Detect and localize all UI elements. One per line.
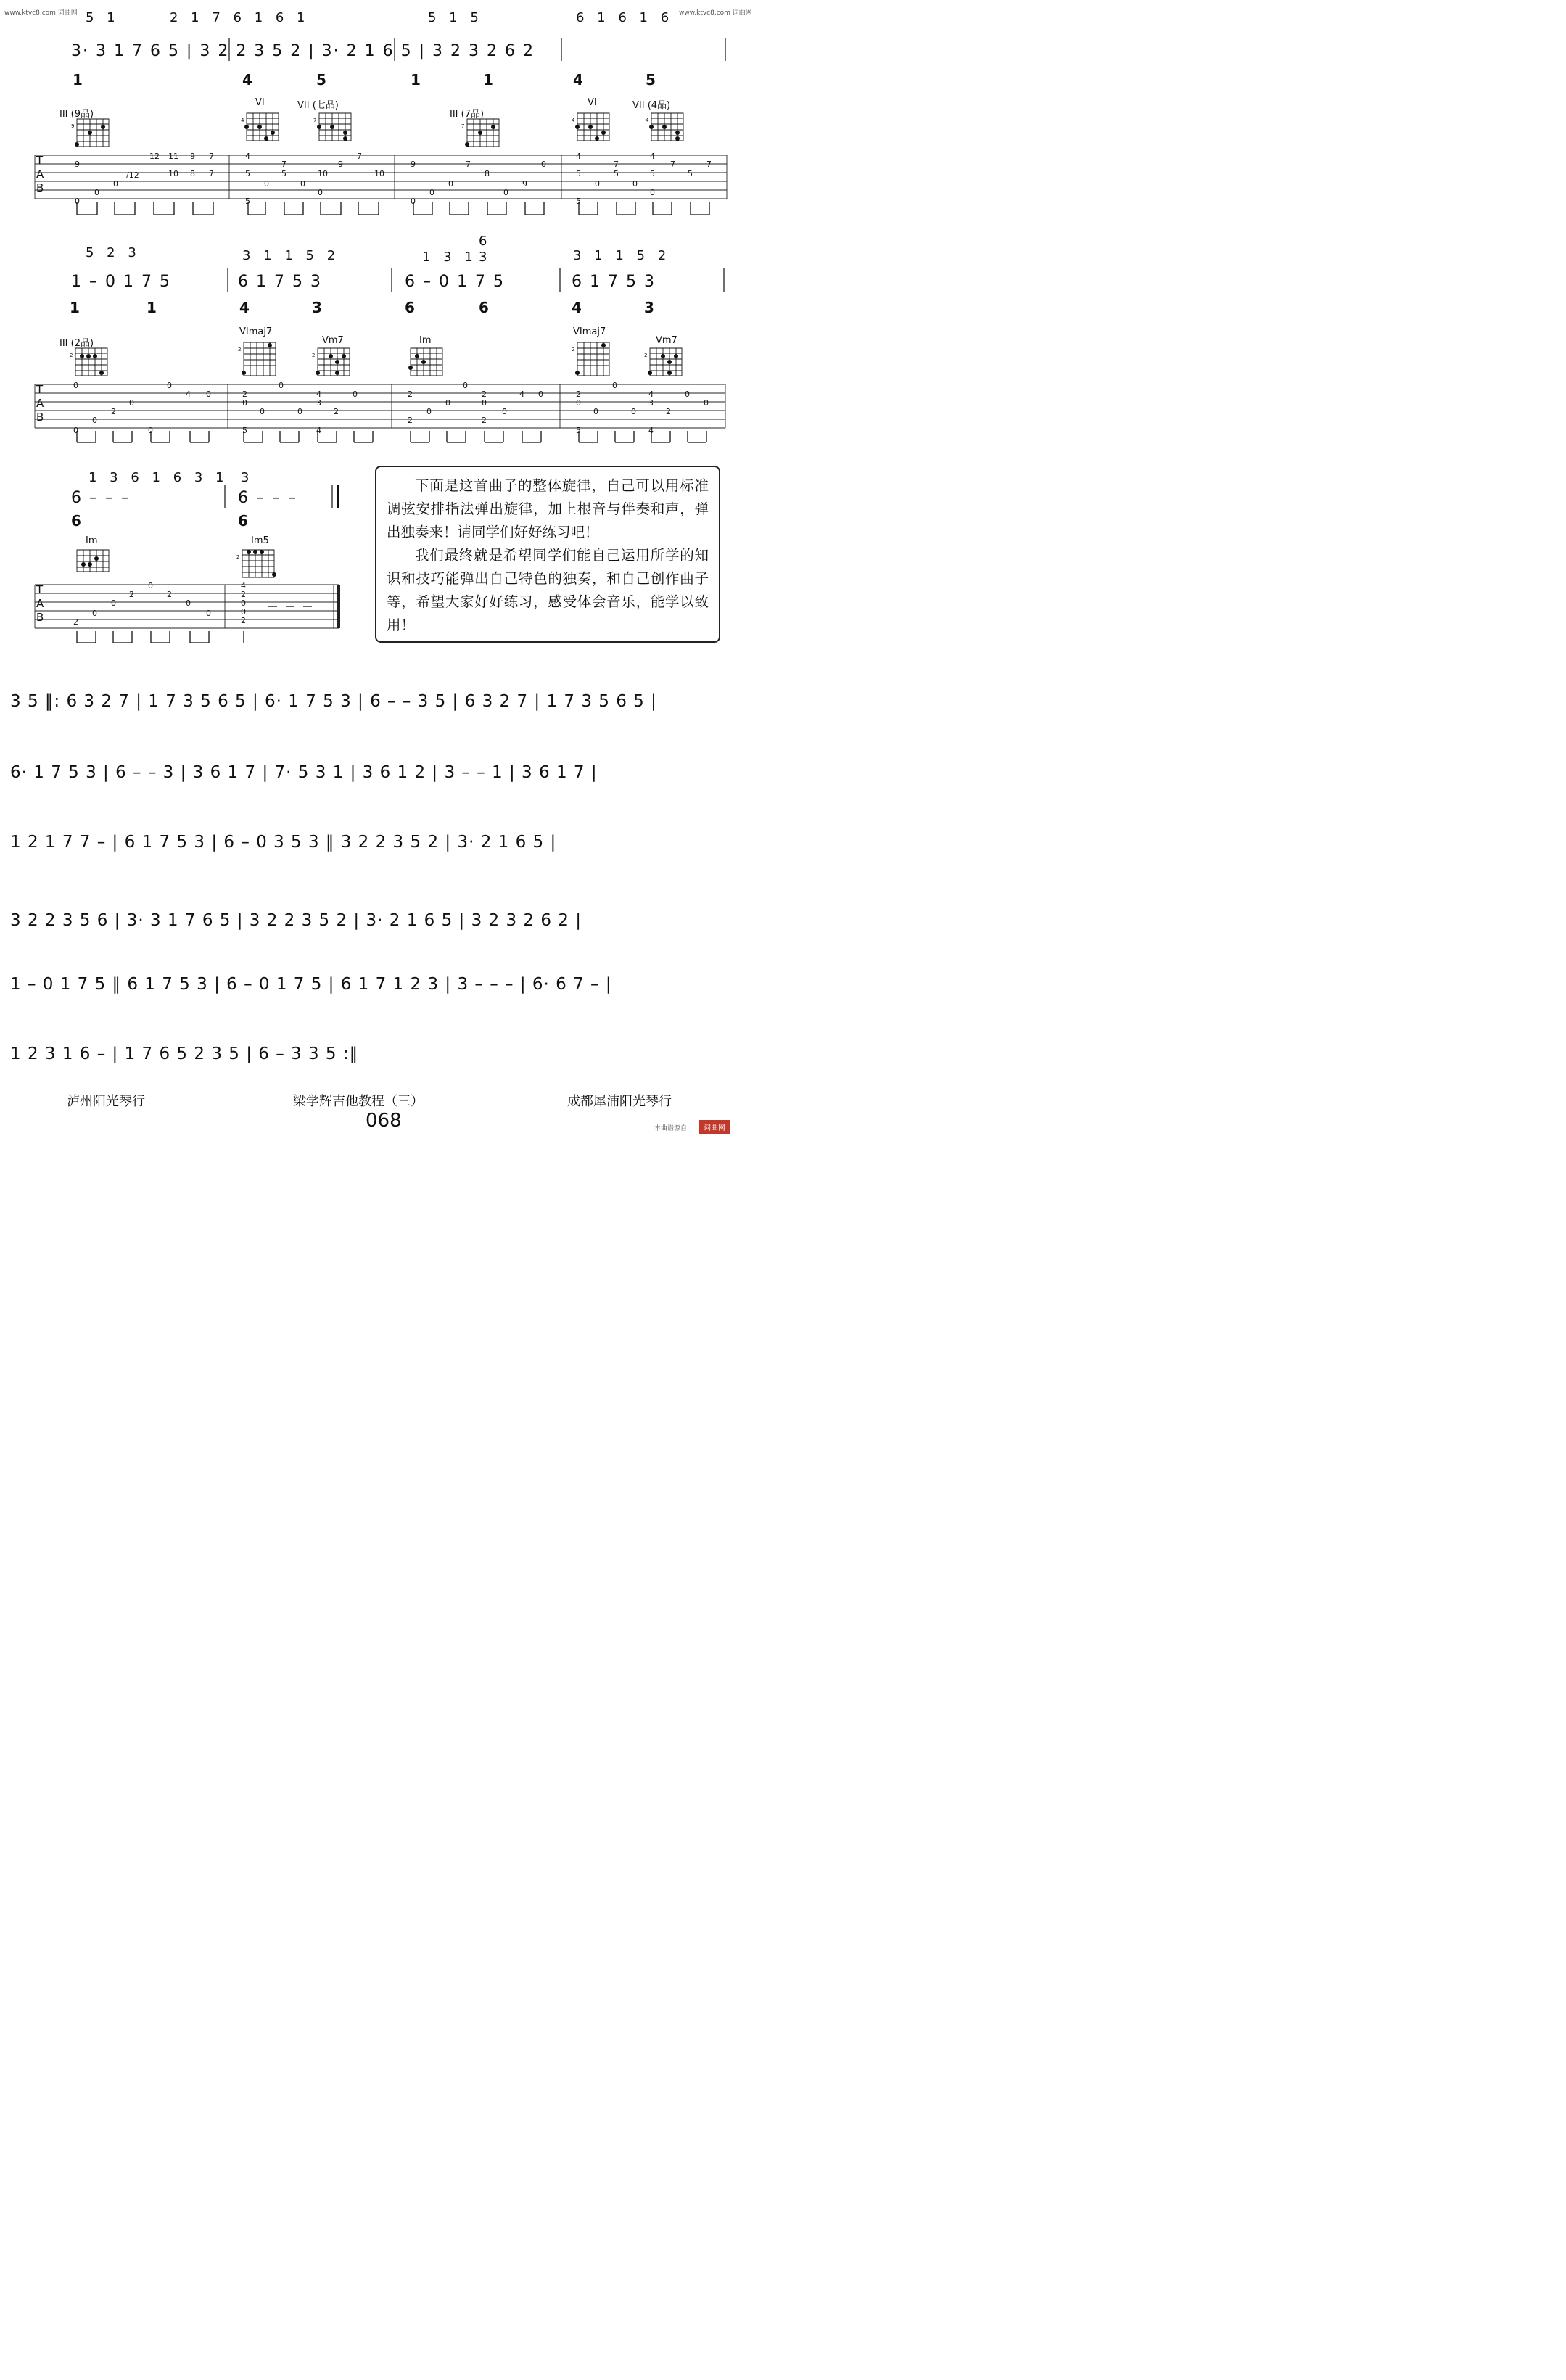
svg-text:0: 0 [429,188,434,197]
svg-text:0: 0 [593,407,598,416]
svg-text:0: 0 [448,179,453,189]
svg-text:7: 7 [670,160,675,169]
svg-text:0: 0 [92,416,97,425]
svg-text:0: 0 [129,398,134,408]
bass-note: 6 [479,299,489,316]
note-paragraph-1: 下面是这首曲子的整体旋律，自己可以用标准调弦安排指法弹出旋律，加上根音与伴奏和声，弹出独奏来！请同学们好好练习吧！ [387,477,709,540]
svg-text:4: 4 [241,118,244,123]
bass-note: 5 [646,71,656,88]
svg-text:0: 0 [241,607,246,617]
svg-text:0: 0 [502,407,507,416]
svg-text:8: 8 [190,169,195,178]
svg-text:4: 4 [245,152,250,161]
svg-text:2: 2 [482,416,487,425]
svg-text:4: 4 [186,390,191,399]
svg-text:9: 9 [71,123,75,129]
svg-text:2: 2 [236,554,240,560]
bass-note: 6 [405,299,415,316]
bass-note: 6 [71,512,81,530]
svg-text:0: 0 [300,179,305,189]
chord-name: VImaj7 [573,326,606,337]
svg-text:9: 9 [522,179,527,189]
bass-note: 3 [644,299,654,316]
melody-measure: 1 – 0 1 7 5 [71,273,171,291]
svg-text:5: 5 [576,169,581,178]
chord-name: III (9品) [59,109,94,120]
tab-letter: T [36,154,44,167]
svg-text:4: 4 [576,152,581,161]
chord-name: Im [419,335,432,346]
tab-letter: A [36,597,44,610]
svg-text:10: 10 [374,169,384,178]
bass-note: 3 [312,299,322,316]
jianpu-line-1: 3 5 ‖: 6 3 2 7 | 1 7 3 5 6 5 | 6· 1 7 5 3 | 6 – – 3 5 | 6 3 2 7 | 1 7 3 5 6 5 | [10,692,657,711]
bass-note: 6 [238,512,248,530]
svg-text:0: 0 [426,407,432,416]
svg-text:0: 0 [445,398,450,408]
tab-letter: A [36,397,44,410]
upper-notes: 3 [241,470,254,485]
jianpu-line-2: 6· 1 7 5 3 | 6 – – 3 | 3 6 1 7 | 7· 5 3 1 | 3 6 1 2 | 3 – – 1 | 3 6 1 7 | [10,763,598,782]
svg-text:5: 5 [281,169,287,178]
svg-text:5: 5 [650,169,655,178]
svg-text:4: 4 [519,390,524,399]
svg-text:2: 2 [70,353,73,358]
upper-notes: 1 3 1 [422,250,477,265]
melody-measure: 6 1 7 5 3 [572,273,656,291]
svg-text:2: 2 [242,390,247,399]
upper-notes: 3 1 1 5 2 [242,248,340,263]
svg-text:7: 7 [357,152,362,161]
bass-note: 1 [70,299,80,316]
svg-text:5: 5 [242,426,247,435]
svg-text:0: 0 [595,179,600,189]
footer-book-title: 梁学辉吉他教程（三） [293,1094,424,1109]
svg-text:5: 5 [245,197,250,206]
chord-name: III (7品) [450,109,485,120]
svg-text:0: 0 [704,398,709,408]
upper-notes: 1 3 6 1 6 3 1 [88,470,228,485]
svg-text:0: 0 [503,188,508,197]
tab-clef-3 [36,583,44,625]
upper-notes: 2 1 7 6 1 6 1 [170,10,310,25]
svg-text:8: 8 [485,169,490,178]
svg-text:2: 2 [644,353,648,358]
tab-letter: T [36,583,44,596]
svg-text:2: 2 [241,590,246,599]
svg-text:0: 0 [206,609,211,618]
tab-letter: B [36,181,44,194]
tab-letter: T [36,383,44,396]
svg-text:0: 0 [632,179,638,189]
tab-clef-2 [36,383,44,424]
svg-text:10: 10 [318,169,328,178]
instruction-note-box [375,466,720,643]
jianpu-line-4: 3 2 2 3 5 6 | 3· 3 1 7 6 5 | 3 2 2 3 5 2 | 3· 2 1 6 5 | 3 2 3 2 6 2 | [10,911,582,930]
svg-text:0: 0 [148,426,153,435]
svg-text:0: 0 [206,390,211,399]
svg-text:2: 2 [312,353,316,358]
svg-text:9: 9 [190,152,195,161]
svg-text:0: 0 [148,581,153,590]
svg-text:0: 0 [631,407,636,416]
svg-text:7: 7 [209,169,214,178]
bass-note: 4 [242,71,252,88]
svg-text:12: 12 [149,152,160,161]
svg-text:4: 4 [316,390,321,399]
svg-text:0: 0 [73,426,78,435]
page-number: 068 [366,1110,402,1132]
tab-staff-2 [35,384,725,428]
svg-text:4: 4 [241,581,246,590]
svg-text:4: 4 [316,426,321,435]
svg-text:0: 0 [260,407,265,416]
bass-note: 1 [147,299,157,316]
svg-text:0: 0 [73,381,78,390]
svg-text:0: 0 [538,390,543,399]
svg-text:0: 0 [411,197,416,206]
watermark-top-left: www.ktvc8.com 词曲网 [4,9,78,17]
chord-name: VI [588,97,597,108]
bass-note: 4 [573,71,583,88]
svg-text:0: 0 [111,598,116,608]
bass-note: 5 [316,71,326,88]
svg-text:7: 7 [614,160,619,169]
svg-text:2: 2 [666,407,671,416]
svg-text:3: 3 [648,398,654,408]
svg-text:0: 0 [612,381,617,390]
melody-measure: 6 – 0 1 7 5 [405,273,505,291]
upper-notes: 5 1 5 [428,10,483,25]
upper-notes: 5 2 3 [86,245,141,260]
upper-notes: 6 1 6 1 6 [576,10,674,25]
svg-text:4: 4 [646,118,649,123]
bass-note: 4 [572,299,582,316]
svg-text:0: 0 [94,188,99,197]
svg-text:11: 11 [168,152,178,161]
svg-text:5: 5 [614,169,619,178]
footer-left-store: 泸州阳光琴行 [67,1094,145,1109]
svg-text:2: 2 [129,590,134,599]
chord-name: Im5 [251,535,269,546]
svg-text:0: 0 [297,407,302,416]
bass-note: 1 [483,71,493,88]
svg-text:7: 7 [209,152,214,161]
chord-name: III (2品) [59,338,94,349]
svg-text:0: 0 [685,390,690,399]
svg-text:0: 0 [242,398,247,408]
svg-text:0: 0 [482,398,487,408]
svg-text:4: 4 [572,118,575,123]
svg-text:7: 7 [466,160,471,169]
svg-text:2: 2 [241,616,246,625]
chord-name: Vm7 [322,335,344,346]
svg-text:0: 0 [186,598,191,608]
svg-text:0: 0 [541,160,546,169]
upper-notes: 6 [479,234,492,249]
svg-text:7: 7 [706,160,712,169]
svg-text:2: 2 [111,407,116,416]
svg-text:9: 9 [75,160,80,169]
note-paragraph-2: 我们最终就是希望同学们能自己运用所学的知识和技巧能弹出自己特色的独奏，和自己创作曲子等，希望大家好好练习，感受体会音乐，能学以致用！ [387,547,709,633]
svg-text:10: 10 [168,169,178,178]
svg-text:0: 0 [113,179,118,189]
svg-text:3: 3 [316,398,321,408]
svg-text:2: 2 [167,590,172,599]
svg-text:0: 0 [264,179,269,189]
watermark-bottom-right: 本曲谱源自 [654,1125,688,1132]
svg-text:4: 4 [648,390,654,399]
svg-text:7: 7 [313,118,317,123]
chord-name: VImaj7 [239,326,273,337]
svg-text:0: 0 [279,381,284,390]
svg-text:4: 4 [650,152,655,161]
upper-notes: 3 [479,250,492,265]
svg-text:2: 2 [408,416,413,425]
svg-text:0: 0 [353,390,358,399]
svg-text:9: 9 [411,160,416,169]
svg-text:7: 7 [461,123,465,129]
melody-line: 3· 3 1 7 6 5 | 3 2 2 3 5 2 | 3· 2 1 6 5 | 3 2 3 2 6 2 [71,42,535,60]
tab-clef-1 [36,154,44,195]
jianpu-line-6: 1 2 3 1 6 – | 1 7 6 5 2 3 5 | 6 – 3 3 5 :‖ [10,1045,359,1063]
svg-text:7: 7 [281,160,287,169]
tab-letter: A [36,168,44,181]
upper-notes: 5 1 [86,10,120,25]
svg-text:4: 4 [648,426,654,435]
footer-right-store: 成都犀浦阳光琴行 [567,1094,672,1109]
svg-text:2: 2 [576,390,581,399]
site-badge: 词曲网 [699,1120,730,1134]
svg-text:0: 0 [650,188,655,197]
chord-name: VI [255,97,265,108]
svg-text:2: 2 [408,390,413,399]
svg-text:2: 2 [238,347,242,353]
svg-text:0: 0 [167,381,172,390]
svg-text:0: 0 [75,197,80,206]
svg-text:2: 2 [482,390,487,399]
tab-letter: B [36,611,44,624]
svg-text:0: 0 [318,188,323,197]
svg-text:5: 5 [688,169,693,178]
chord-name: VII (4品) [632,100,671,111]
svg-text:5: 5 [576,426,581,435]
upper-notes: 3 1 1 5 2 [573,248,671,263]
svg-text:9: 9 [338,160,343,169]
tab-letter: B [36,411,44,424]
svg-text:0: 0 [576,398,581,408]
svg-text:0: 0 [463,381,468,390]
bass-note: 1 [411,71,421,88]
svg-text:2: 2 [73,617,78,627]
svg-text:0: 0 [92,609,97,618]
bass-note: 4 [239,299,250,316]
melody-measure: 6 – – – [238,489,297,507]
melody-measure: 6 1 7 5 3 [238,273,322,291]
jianpu-line-3: 1 2 1 7 7 – | 6 1 7 5 3 | 6 – 0 3 5 3 ‖ 3 2 2 3 5 2 | 3· 2 1 6 5 | [10,833,557,852]
bass-note: 1 [73,71,83,88]
svg-text:2: 2 [334,407,339,416]
svg-text:5: 5 [576,197,581,206]
watermark-top-right: www.ktvc8.com 词曲网 [679,9,752,17]
svg-text:/12: /12 [126,170,139,180]
chord-name: Im [86,535,98,546]
chord-name: Vm7 [656,335,677,346]
melody-measure: 6 – – – [71,489,131,507]
chord-name: VII (七品) [297,100,339,111]
svg-text:2: 2 [572,347,575,353]
svg-text:0: 0 [241,598,246,608]
svg-text:5: 5 [245,169,250,178]
jianpu-line-5: 1 – 0 1 7 5 ‖ 6 1 7 5 3 | 6 – 0 1 7 5 | 6 1 7 1 2 3 | 3 – – – | 6· 6 7 – | [10,975,612,994]
